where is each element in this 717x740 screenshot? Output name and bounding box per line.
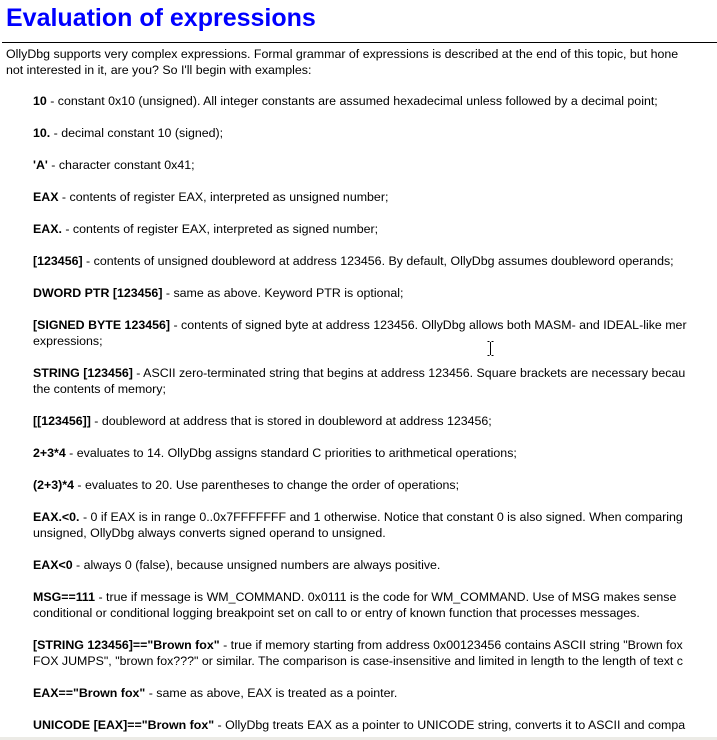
intro-line-2: not interested in it, are you? So I'll begin with examples: (6, 63, 312, 77)
example-item (33, 509, 717, 541)
example-expression: [[123456]] (33, 414, 91, 428)
page-title: Evaluation of expressions (6, 4, 316, 32)
example-item (33, 413, 717, 429)
example-description: - contents of signed byte at address 123456. OllyDbg allows both MASM- and IDEAL-like mer (170, 318, 687, 332)
example-item (33, 589, 717, 621)
example-expression: 2+3*4 (33, 446, 66, 460)
example-expression: EAX.<0. (33, 510, 80, 524)
example-expression: EAX. (33, 222, 62, 236)
examples-list (33, 93, 717, 737)
intro-paragraph (6, 46, 717, 78)
example-expression: MSG==111 (33, 590, 96, 604)
example-expression: DWORD PTR [123456] (33, 286, 163, 300)
example-description-cont: unsigned, OllyDbg always converts signed operand to unsigned. (33, 526, 386, 540)
example-description: - doubleword at address that is stored in doubleword at address 123456; (90, 414, 492, 428)
example-expression: EAX=="Brown fox" (33, 686, 146, 700)
example-description: - character constant 0x41; (47, 158, 195, 172)
example-item (33, 157, 717, 173)
example-description: - OllyDbg treats EAX as a pointer to UNICODE string, converts it to ASCII and compa (214, 718, 686, 732)
example-description: - true if memory starting from address 0x00123456 contains ASCII string "Brown fox (219, 638, 683, 652)
example-item (33, 445, 717, 461)
example-description-cont: conditional or conditional logging breakpoint set on call to or entry of known function that processes messages. (33, 606, 640, 620)
example-item (33, 189, 717, 205)
example-description: - decimal constant 10 (signed); (50, 126, 224, 140)
example-description: - contents of register EAX, interpreted as unsigned number; (58, 190, 389, 204)
example-item (33, 717, 717, 733)
example-description: - constant 0x10 (unsigned). All integer constants are assumed hexadecimal unless followed by a decimal point; (46, 94, 658, 108)
example-expression: EAX<0 (33, 558, 73, 572)
example-item (33, 557, 717, 573)
example-description: - true if message is WM_COMMAND. 0x0111 is the code for WM_COMMAND. Use of MSG makes sense (95, 590, 677, 604)
example-expression: 10. (33, 126, 51, 140)
example-expression: UNICODE [EAX]=="Brown fox" (33, 718, 215, 732)
example-description-cont: expressions; (33, 334, 103, 348)
example-description: - evaluates to 14. OllyDbg assigns standard C priorities to arithmetical operations; (65, 446, 517, 460)
example-expression: EAX (33, 190, 59, 204)
example-item (33, 93, 717, 109)
example-item (33, 253, 717, 269)
example-expression: 10 (33, 94, 47, 108)
title-divider (2, 42, 717, 43)
example-description: - evaluates to 20. Use parentheses to change the order of operations; (73, 478, 460, 492)
example-item (33, 637, 717, 669)
example-description: - same as above. Keyword PTR is optional; (162, 286, 404, 300)
example-expression: [STRING 123456]=="Brown fox" (33, 638, 220, 652)
example-item (33, 221, 717, 237)
example-description: - ASCII zero-terminated string that begins at address 123456. Square brackets are necessary becau (132, 366, 686, 380)
example-description-cont: FOX JUMPS", "brown fox???" or similar. The comparison is case-insensitive and limited in length to the length of text c (33, 654, 683, 668)
example-expression: [SIGNED BYTE 123456] (33, 318, 171, 332)
example-item (33, 285, 717, 301)
example-description: - contents of register EAX, interpreted as signed number; (61, 222, 379, 236)
example-expression: STRING [123456] (33, 366, 133, 380)
example-description: - 0 if EAX is in range 0..0x7FFFFFFF and 1 otherwise. Notice that constant 0 is also signed. When comparing (79, 510, 683, 524)
example-expression: 'A' (33, 158, 48, 172)
example-description: - same as above, EAX is treated as a pointer. (145, 686, 398, 700)
example-description: - contents of unsigned doubleword at address 123456. By default, OllyDbg assumes doubleword operands; (82, 254, 674, 268)
example-item (33, 317, 717, 349)
text-cursor-icon (487, 341, 494, 356)
example-description-cont: the contents of memory; (33, 382, 166, 396)
example-item (33, 477, 717, 493)
example-item (33, 125, 717, 141)
example-description: - always 0 (false), because unsigned numbers are always positive. (72, 558, 441, 572)
example-item (33, 685, 717, 701)
example-expression: [123456] (33, 254, 83, 268)
example-expression: (2+3)*4 (33, 478, 74, 492)
intro-line-1: OllyDbg supports very complex expressions. Formal grammar of expressions is described at the end of this topic, but hone (6, 47, 679, 61)
example-item (33, 365, 717, 397)
